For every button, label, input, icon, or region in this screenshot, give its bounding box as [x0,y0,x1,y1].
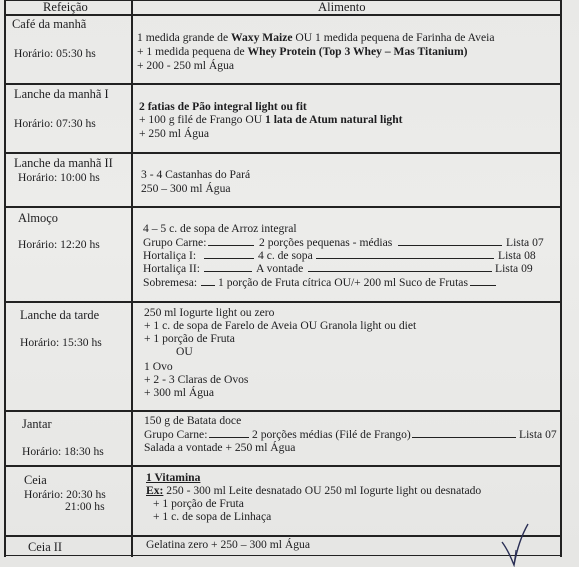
meal-name: Jantar [22,417,52,431]
signature-mark [498,520,538,567]
carne-blank [209,428,249,441]
food-line: Salada a vontade + 250 ml Água [144,441,296,454]
carne-label: Grupo Carne: [144,428,208,441]
food-line: 1 medida grande de Waxy Maize OU 1 medida pequena de Farinha de Aveia [137,31,495,44]
row-divider [4,206,562,208]
row-divider [4,410,562,412]
hortalica2-list: Lista 09 [495,262,533,275]
food-line: 1 Vitamina [146,471,201,484]
column-header-food: Alimento [318,0,366,14]
hortalica1-blank [316,249,494,262]
table-bottom-border [4,555,562,556]
food-line: + 200 - 250 ml Água [137,59,235,72]
food-line: + 300 ml Água [144,386,214,399]
food-line: + 2 - 3 Claras de Ovos [144,373,249,386]
meal-name: Almoço [18,211,58,225]
meal-time: Horário: 18:30 hs [22,445,104,458]
hortalica2-blank [308,262,492,275]
food-line: 250 – 300 ml Água [141,182,231,195]
hortalica1-value: 4 c. de sopa [258,249,313,262]
sobremesa-value: 1 porção de Fruta cítrica OU/+ 200 ml Suco de Frutas [218,276,468,289]
food-line: 4 – 5 c. de sopa de Arroz integral [143,222,297,235]
meal-time: Horário: 10:00 hs [18,171,100,184]
food-line: Ex: 250 - 300 ml Leite desnatado OU 250 ml Iogurte light ou desnatado [146,484,482,497]
food-line: + 1 porção de Fruta [153,497,244,510]
hortalica1-list: Lista 08 [498,249,536,262]
row-divider [4,301,562,303]
food-line: + 1 porção de Fruta [144,332,235,345]
header-divider [4,14,562,16]
meal-time: Horário: 20:30 hs [24,488,106,501]
carne-blank [208,236,254,249]
food-line: 3 - 4 Castanhas do Pará [141,168,251,181]
carne-blank [412,428,516,441]
sobremesa-blank [201,276,215,289]
carne-list: Lista 07 [519,428,557,441]
food-line: + 100 g filé de Frango OU 1 lata de Atum natural light [139,113,403,126]
food-line: + 1 medida pequena de Whey Protein (Top 3 Whey – Mas Titanium) [137,45,468,58]
meal-time: 21:00 hs [65,500,105,513]
meal-name: Lanche da manhã II [14,156,113,170]
food-line: 1 Ovo [144,360,173,373]
food-line: + 1 c. de sopa de Farelo de Aveia OU Granola light ou diet [144,319,417,332]
food-line: + 250 ml Água [139,127,209,140]
meal-name: Ceia II [28,540,63,554]
carne-list: Lista 07 [506,236,544,249]
hortalica1-label: Hortaliça I: [143,249,197,262]
food-line: 2 fatias de Pão integral light ou fit [139,100,307,113]
food-line: OU [176,345,193,358]
carne-blank [398,236,502,249]
sobremesa-label: Sobremesa: [143,276,198,289]
meal-time: Horário: 15:30 hs [20,336,102,349]
carne-value: 2 porções pequenas - médias [259,236,393,249]
hortalica1-blank [204,249,254,262]
row-divider [4,152,562,154]
meal-time: Horário: 12:20 hs [18,238,100,251]
hortalica2-value: A vontade [256,262,304,275]
meal-name: Café da manhã [12,17,87,31]
hortalica2-label: Hortaliça II: [143,262,200,275]
meal-name: Lanche da tarde [20,308,100,322]
meal-time: Horário: 05:30 hs [14,47,96,60]
meal-name: Lanche da manhã I [14,87,109,101]
meal-time: Horário: 07:30 hs [14,117,96,130]
hortalica2-blank [204,262,252,275]
row-divider [4,465,562,467]
meal-name: Ceia [24,473,47,487]
carne-label: Grupo Carne: [143,236,207,249]
food-line: 250 ml Iogurte light ou zero [144,306,275,319]
carne-value: 2 porções médias (Filé de Frango) [252,428,411,441]
food-line: Gelatina zero + 250 – 300 ml Água [146,538,310,551]
row-divider [4,83,562,85]
food-line: 150 g de Batata doce [144,414,242,427]
row-divider [4,535,562,537]
food-line: + 1 c. de sopa de Linhaça [153,510,272,523]
column-header-meal: Refeição [43,0,88,14]
sobremesa-blank [470,276,496,289]
